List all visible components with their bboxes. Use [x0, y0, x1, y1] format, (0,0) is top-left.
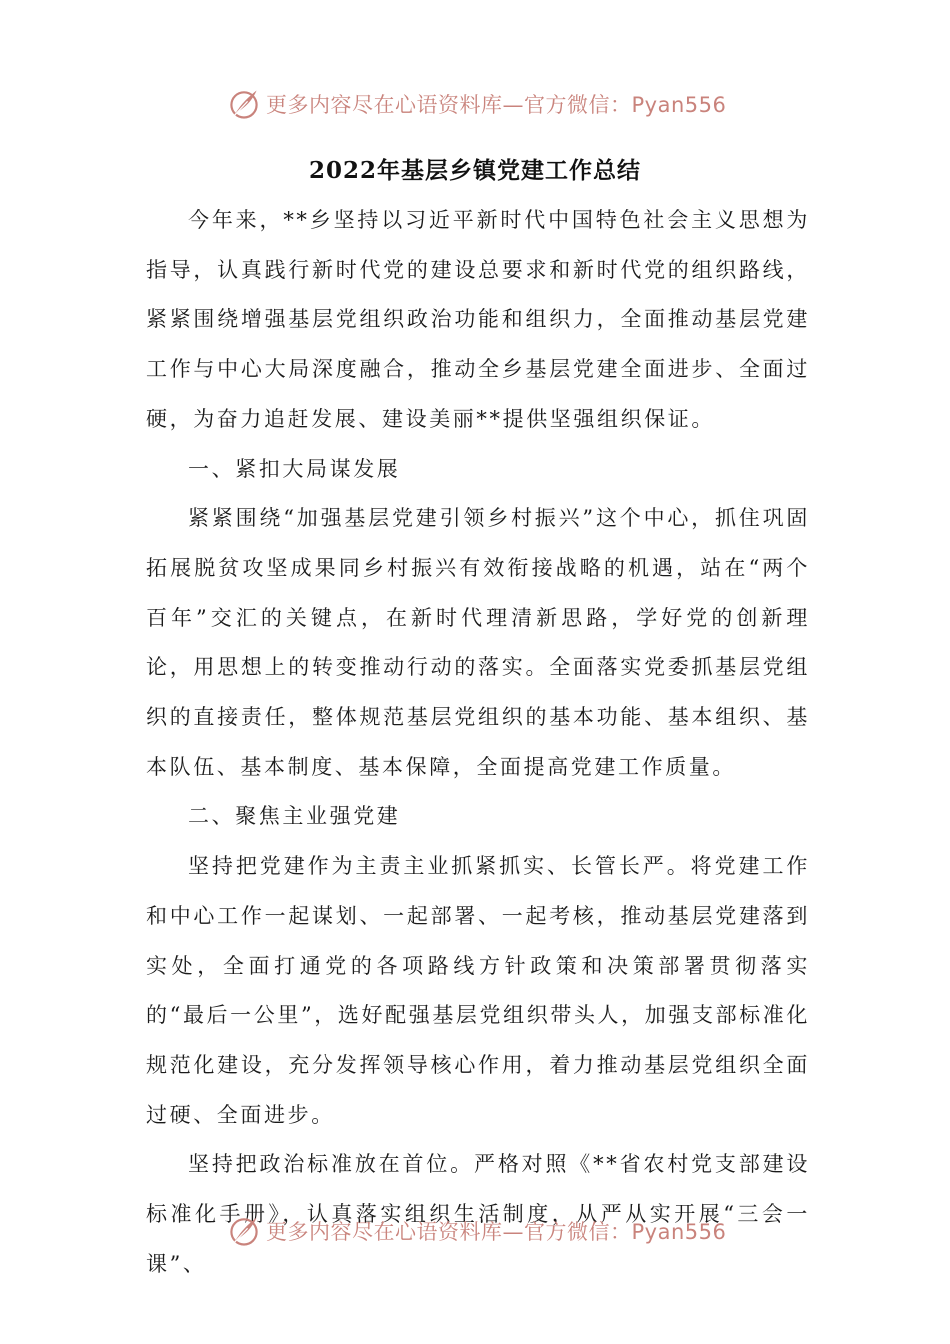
feather-circle-logo-icon: [226, 1213, 262, 1249]
document-title: 2022年基层乡镇党建工作总结: [308, 157, 641, 184]
document-body: [146, 196, 810, 1289]
intro-paragraph: 今年来，**乡坚持以习近平新时代中国特色社会主义思想为指导，认真践行新时代党的建设总要求和新时代党的组织路线，紧紧围绕增强基层党组织政治功能和组织力，全面推动基层党建工作与中心大局深度融合，推动全乡基层党建全面进步、全面过硬，为奋力追赶发展、建设美丽**提供坚强组织保证。: [146, 208, 810, 431]
watermark-footer: [226, 1211, 726, 1251]
watermark-text: 更多内容尽在心语资料库—官方微信：Pyan556: [266, 1220, 727, 1244]
section-heading-2: 二、聚焦主业强党建: [188, 804, 401, 829]
section-2-paragraph-1: 坚持把党建作为主责主业抓紧抓实、长管长严。将党建工作和中心工作一起谋划、一起部署、一起考核，推动基层党建落到实处，全面打通党的各项路线方针政策和决策部署贯彻落实的“最后一公里”，选好配强基层党组织带头人，加强支部标准化规范化建设，充分发挥领导核心作用，着力推动基层党组织全面过硬、全面进步。: [146, 854, 810, 1127]
section-heading-1: 一、紧扣大局谋发展: [188, 456, 401, 481]
section-2-paragraph-2: 坚持把政治标准放在首位。严格对照《**省农村党支部建设标准化手册》，认真落实组织生活制度，从严从实开展“三会一课”、: [146, 1152, 810, 1276]
watermark-text: 更多内容尽在心语资料库—官方微信：Pyan556: [266, 93, 727, 117]
section-1-paragraph: 紧紧围绕“加强基层党建引领乡村振兴”这个中心，抓住巩固拓展脱贫攻坚成果同乡村振兴有效衔接战略的机遇，站在“两个百年”交汇的关键点，在新时代理清新思路，学好党的创新理论，用思想上的转变推动行动的落实。全面落实党委抓基层党组织的直接责任，整体规范基层党组织的基本功能、基本组织、基本队伍、基本制度、基本保障，全面提高党建工作质量。: [146, 506, 810, 779]
feather-circle-logo-icon: [226, 86, 262, 122]
watermark-header: [226, 84, 726, 124]
